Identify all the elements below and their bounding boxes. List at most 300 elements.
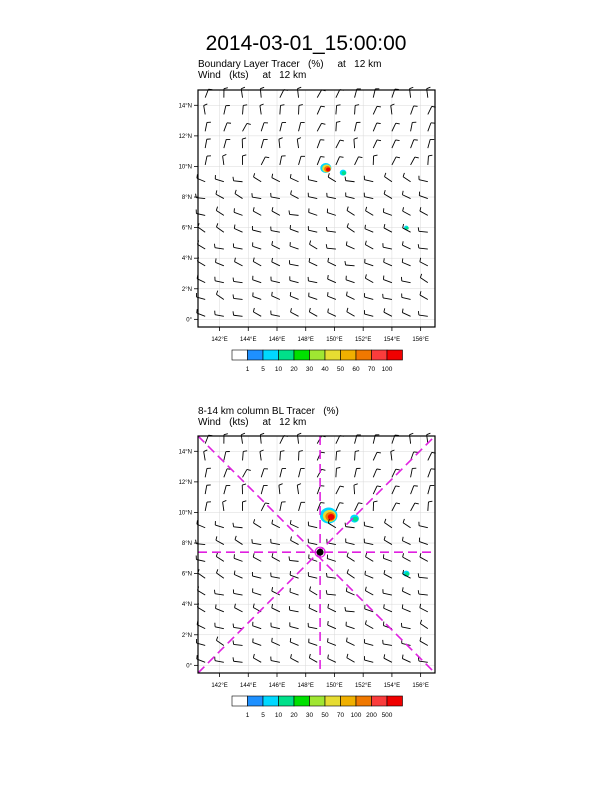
wind-barb xyxy=(402,258,410,265)
wind-barb xyxy=(383,554,391,561)
wind-barb xyxy=(242,501,246,511)
wind-barb xyxy=(365,225,373,232)
wind-barb xyxy=(308,539,317,545)
wind-barb xyxy=(290,292,298,299)
wind-barb xyxy=(299,451,303,461)
legend-swatch xyxy=(294,696,310,706)
wind-barb xyxy=(309,208,318,215)
wind-barb xyxy=(205,139,211,148)
wind-barb xyxy=(253,242,262,249)
wind-barb xyxy=(336,90,344,98)
lat-tick-label: 4°N xyxy=(181,602,192,609)
wind-barb xyxy=(272,174,280,182)
legend-label: 30 xyxy=(305,712,314,719)
wind-barb xyxy=(354,138,358,148)
wind-barb xyxy=(272,241,280,249)
lat-tick-label: 4°N xyxy=(181,256,192,263)
lat-tick-label: 14°N xyxy=(178,449,192,456)
wind-barb xyxy=(280,156,286,165)
wind-barb xyxy=(205,156,211,165)
wind-barb xyxy=(346,638,354,646)
lat-tick-label: 6°N xyxy=(181,225,192,232)
wind-barb xyxy=(224,88,228,98)
wind-barb xyxy=(233,177,243,182)
wind-barb xyxy=(223,154,227,164)
legend-label: 5 xyxy=(261,712,265,719)
wind-barb xyxy=(420,553,428,561)
wind-barb xyxy=(196,194,206,199)
wind-barb xyxy=(253,207,261,215)
wind-barb xyxy=(243,469,251,477)
wind-barb xyxy=(420,207,428,215)
wind-barb xyxy=(291,654,299,662)
wind-barb xyxy=(411,503,419,511)
legend-label: 10 xyxy=(274,366,283,373)
legend-swatch xyxy=(248,350,264,360)
wind-barb xyxy=(289,556,299,561)
legend-swatch xyxy=(279,696,295,706)
wind-barb xyxy=(233,311,243,316)
wind-barb xyxy=(355,468,361,477)
wind-barb xyxy=(215,311,224,317)
wind-barb xyxy=(384,654,392,662)
wind-barb xyxy=(242,484,246,494)
legend-swatch xyxy=(356,350,372,360)
wind-barb xyxy=(384,190,392,198)
lon-tick-label: 146°E xyxy=(268,683,286,689)
wind-barb xyxy=(261,485,267,494)
legend-swatch xyxy=(263,350,279,360)
wind-barb xyxy=(253,654,261,662)
wind-barb xyxy=(252,226,261,232)
wind-barb xyxy=(253,638,261,645)
tracer-blob xyxy=(328,514,335,520)
wind-barb xyxy=(391,450,395,460)
wind-barb xyxy=(365,587,373,595)
panel2-title-line2: Wind (kts) at 12 km xyxy=(198,417,307,428)
wind-barb xyxy=(241,433,245,443)
wind-barb xyxy=(347,553,355,562)
wind-barb xyxy=(373,140,381,148)
wind-barb xyxy=(411,140,418,148)
wind-barb xyxy=(336,467,340,477)
lon-tick-label: 146°E xyxy=(268,337,286,343)
wind-barb xyxy=(289,260,298,266)
wind-barb xyxy=(299,468,305,477)
wind-barb xyxy=(346,192,355,198)
wind-barb xyxy=(261,123,268,132)
wind-barb xyxy=(290,225,298,232)
legend-swatch xyxy=(325,350,341,360)
wind-barb xyxy=(214,244,223,249)
wind-barb xyxy=(291,308,299,316)
wind-barb xyxy=(241,87,245,97)
lat-tick-label: 8°N xyxy=(181,195,192,202)
wind-barb xyxy=(346,241,354,249)
wind-barb xyxy=(197,240,205,249)
wind-barb xyxy=(260,87,264,97)
main-title: 2014-03-01_15:00:00 xyxy=(205,32,407,55)
wind-barb xyxy=(392,123,400,131)
wind-barb xyxy=(252,539,261,544)
wind-barb xyxy=(365,620,373,628)
wind-barb xyxy=(309,654,317,662)
lon-tick-label: 144°E xyxy=(240,683,257,689)
legend-label: 50 xyxy=(336,366,345,373)
wind-barb xyxy=(373,155,377,165)
wind-barb xyxy=(216,553,224,562)
wind-barb xyxy=(410,433,414,443)
wind-barb xyxy=(364,193,373,199)
wind-barb xyxy=(224,485,230,494)
wind-barb xyxy=(373,452,381,460)
wind-barb xyxy=(205,502,211,511)
wind-barb xyxy=(280,90,288,98)
wind-barb xyxy=(308,193,317,199)
wind-barb xyxy=(308,522,317,528)
wind-barb xyxy=(402,293,411,299)
wind-barb xyxy=(234,554,242,561)
lat-tick-label: 12°N xyxy=(178,479,192,486)
legend-swatch xyxy=(263,696,279,706)
wind-barb xyxy=(418,311,427,316)
wind-barb xyxy=(310,240,318,249)
legend-swatch xyxy=(310,350,326,360)
legend-label: 1 xyxy=(245,712,250,719)
legend-swatch xyxy=(387,350,403,360)
wind-barb xyxy=(345,607,355,612)
wind-barb xyxy=(402,191,410,199)
wind-barb xyxy=(364,539,373,545)
wind-barb xyxy=(403,173,410,182)
wind-barb xyxy=(242,138,246,148)
wind-barb xyxy=(411,106,418,114)
wind-barb xyxy=(383,208,391,215)
wind-barb xyxy=(384,224,392,232)
wind-barb xyxy=(297,433,301,443)
legend-label: 1 xyxy=(245,366,250,373)
wind-barb xyxy=(197,257,205,265)
wind-barb xyxy=(271,623,280,629)
wind-barb xyxy=(308,623,317,629)
wind-barb xyxy=(243,123,251,131)
wind-barb xyxy=(403,553,411,561)
wind-barb xyxy=(402,309,410,317)
wind-barb xyxy=(233,243,242,249)
wind-barb xyxy=(253,308,261,316)
wind-barb xyxy=(308,277,317,283)
legend-label: 200 xyxy=(366,712,377,719)
wind-barb xyxy=(365,639,374,645)
wind-barb xyxy=(252,193,261,198)
wind-barb xyxy=(401,277,410,283)
wind-barb xyxy=(403,519,410,528)
wind-barb xyxy=(290,638,298,645)
wind-barb xyxy=(290,242,299,249)
legend-label: 10 xyxy=(274,712,283,719)
wind-barb xyxy=(272,638,280,646)
wind-barb xyxy=(365,274,373,282)
wind-barb xyxy=(419,522,428,528)
wind-barb xyxy=(428,501,433,511)
wind-barb xyxy=(243,105,248,115)
wind-barb xyxy=(420,604,428,612)
wind-barb xyxy=(347,654,355,662)
legend-label: 70 xyxy=(336,712,345,719)
wind-barb xyxy=(309,308,317,316)
wind-barb xyxy=(364,176,373,182)
wind-barb xyxy=(392,157,400,165)
wind-barb xyxy=(261,139,267,148)
lat-tick-label: 2°N xyxy=(181,286,192,293)
wind-barb xyxy=(260,104,264,114)
wind-barb xyxy=(290,174,298,182)
wind-barb xyxy=(346,292,354,300)
legend-label: 70 xyxy=(367,366,376,373)
wind-barb xyxy=(235,258,243,266)
wind-barb xyxy=(271,193,280,199)
wind-barb xyxy=(346,538,355,544)
wind-barb xyxy=(365,293,374,299)
wind-barb xyxy=(234,208,242,215)
wind-barb xyxy=(385,173,392,182)
wind-barb xyxy=(403,207,411,215)
wind-barb xyxy=(347,207,355,216)
lat-tick-label: 14°N xyxy=(178,103,192,110)
lat-tick-label: 0° xyxy=(186,663,192,670)
wind-barb xyxy=(310,586,318,595)
wind-barb xyxy=(336,105,341,115)
map-panel-2 xyxy=(170,428,450,728)
wind-barb xyxy=(420,637,428,645)
wind-barb xyxy=(385,519,392,528)
legend-swatch xyxy=(279,350,295,360)
wind-barb xyxy=(308,176,317,182)
wind-barb xyxy=(196,540,206,545)
wind-barb xyxy=(261,469,268,478)
wind-barb xyxy=(290,622,299,628)
wind-barb xyxy=(254,173,262,182)
wind-barb xyxy=(401,623,410,629)
tracer-blob xyxy=(326,167,330,171)
legend-swatch xyxy=(341,696,357,706)
wind-barb xyxy=(309,293,318,300)
wind-barb xyxy=(253,292,261,299)
wind-barb xyxy=(233,523,243,528)
wind-barb xyxy=(317,90,325,98)
legend-swatch xyxy=(325,696,341,706)
lon-tick-label: 150°E xyxy=(326,337,343,343)
wind-barb xyxy=(224,106,230,115)
wind-barb xyxy=(308,572,317,578)
wind-barb xyxy=(317,140,324,148)
wind-barb xyxy=(233,589,242,595)
wind-barb xyxy=(215,657,224,663)
wind-barb xyxy=(291,536,299,544)
wind-barb xyxy=(428,123,435,131)
legend-label: 100 xyxy=(350,712,362,719)
wind-barb xyxy=(299,105,303,115)
wind-barb xyxy=(205,122,211,131)
wind-barb xyxy=(384,604,392,612)
wind-barb xyxy=(365,241,373,249)
wind-barb xyxy=(373,501,377,511)
panel1-title-line1: Boundary Layer Tracer (%) at 12 km xyxy=(198,59,382,70)
wind-barb xyxy=(243,451,248,461)
wind-barb xyxy=(271,657,280,663)
wind-barb xyxy=(260,433,264,443)
wind-barb xyxy=(347,308,355,316)
wind-barb xyxy=(418,573,428,578)
wind-barb xyxy=(420,620,427,629)
wind-barb xyxy=(428,469,435,477)
lon-tick-label: 148°E xyxy=(297,337,314,343)
wind-barb xyxy=(216,291,223,300)
wind-barb xyxy=(272,520,280,528)
lat-tick-label: 6°N xyxy=(181,571,192,578)
wind-barb xyxy=(223,500,227,510)
wind-barb xyxy=(280,451,285,461)
wind-barb xyxy=(290,276,299,282)
wind-barb xyxy=(205,485,211,494)
wind-barb xyxy=(214,590,223,595)
wind-barb xyxy=(234,225,242,233)
wind-barb xyxy=(364,656,373,662)
wind-barb xyxy=(402,537,410,545)
wind-barb xyxy=(366,553,374,562)
wind-barb xyxy=(290,520,298,528)
wind-barb xyxy=(402,241,410,249)
wind-barb xyxy=(383,589,392,595)
wind-barb xyxy=(233,294,242,299)
wind-barb xyxy=(253,553,261,561)
lon-tick-label: 156°E xyxy=(412,683,429,689)
wind-barb xyxy=(354,484,358,494)
wind-barb xyxy=(428,155,433,165)
wind-barb xyxy=(419,176,428,182)
wind-barb xyxy=(336,121,340,131)
wind-barb xyxy=(242,155,246,165)
lat-tick-label: 10°N xyxy=(178,510,192,517)
wind-barb xyxy=(364,310,373,316)
lon-tick-label: 152°E xyxy=(354,683,372,689)
wind-barb xyxy=(233,640,242,645)
legend-swatch xyxy=(248,696,264,706)
wind-barb xyxy=(411,157,419,165)
wind-barb xyxy=(205,468,211,477)
legend-swatch xyxy=(294,350,310,360)
wind-barb xyxy=(297,138,301,148)
lat-tick-label: 8°N xyxy=(181,541,192,548)
wind-barb xyxy=(271,311,280,317)
legend-label: 30 xyxy=(305,366,314,373)
panel1-title-line2: Wind (kts) at 12 km xyxy=(198,70,307,81)
wind-barb xyxy=(272,553,280,561)
wind-barb xyxy=(383,276,391,283)
wind-barb xyxy=(290,571,298,578)
wind-barb xyxy=(234,571,242,579)
wind-barb xyxy=(224,123,231,131)
wind-barb xyxy=(383,294,392,300)
wind-barb xyxy=(345,177,354,182)
wind-barb xyxy=(384,536,392,544)
center-marker xyxy=(317,549,324,556)
wind-barb xyxy=(253,276,262,283)
wind-barb xyxy=(261,157,269,165)
wind-barb xyxy=(290,588,299,595)
wind-barb xyxy=(384,570,392,578)
legend-label: 500 xyxy=(381,712,393,719)
wind-barb xyxy=(299,156,305,165)
wind-barb xyxy=(309,639,318,646)
legend-label: 5 xyxy=(261,366,265,373)
legend-swatch xyxy=(372,350,388,360)
wind-barb xyxy=(383,640,392,646)
wind-barb xyxy=(418,244,428,249)
wind-barb xyxy=(235,604,243,612)
wind-barb xyxy=(345,261,355,266)
wind-barb xyxy=(197,603,205,611)
wind-barb xyxy=(280,436,288,444)
legend-label: 100 xyxy=(381,366,393,373)
wind-barb xyxy=(309,604,317,612)
wind-barb xyxy=(402,604,410,611)
wind-barb xyxy=(317,436,325,444)
wind-barb xyxy=(411,486,418,494)
legend-swatch xyxy=(310,696,326,706)
wind-barb xyxy=(216,637,223,646)
wind-barb xyxy=(271,277,280,283)
wind-barb xyxy=(410,87,414,97)
wind-barb xyxy=(355,157,363,165)
wind-barb xyxy=(280,105,285,115)
lon-tick-label: 156°E xyxy=(412,337,429,343)
wind-barb xyxy=(365,571,373,578)
wind-barb xyxy=(317,123,325,131)
tracer-blob xyxy=(405,227,408,230)
panel2-title-line1: 8-14 km column BL Tracer (%) xyxy=(198,406,339,417)
wind-barb xyxy=(373,106,381,114)
wind-barb xyxy=(428,139,434,148)
legend-swatch xyxy=(232,696,248,706)
lat-tick-label: 0° xyxy=(186,317,192,324)
wind-barb xyxy=(297,87,301,97)
wind-barb xyxy=(291,190,299,198)
wind-barb xyxy=(253,258,261,266)
wind-barb xyxy=(289,210,299,215)
wind-barb xyxy=(336,157,344,165)
wind-barb xyxy=(297,484,301,494)
legend-swatch xyxy=(372,696,388,706)
wind-barb xyxy=(271,539,280,545)
wind-barb xyxy=(272,604,280,612)
wind-barb xyxy=(366,207,374,216)
lon-tick-label: 150°E xyxy=(326,683,343,689)
wind-barb xyxy=(392,140,400,148)
wind-barb xyxy=(427,87,431,97)
wind-barb xyxy=(392,486,400,494)
wind-barb xyxy=(355,451,360,461)
wind-barb xyxy=(373,469,380,477)
wind-barb xyxy=(420,258,428,266)
wind-barb xyxy=(253,622,262,629)
lon-tick-label: 148°E xyxy=(297,683,314,689)
map-panel-1 xyxy=(170,82,450,382)
wind-barb xyxy=(411,122,417,131)
wind-barb xyxy=(216,190,224,198)
wind-barb xyxy=(299,502,305,511)
wind-barb xyxy=(254,519,262,528)
